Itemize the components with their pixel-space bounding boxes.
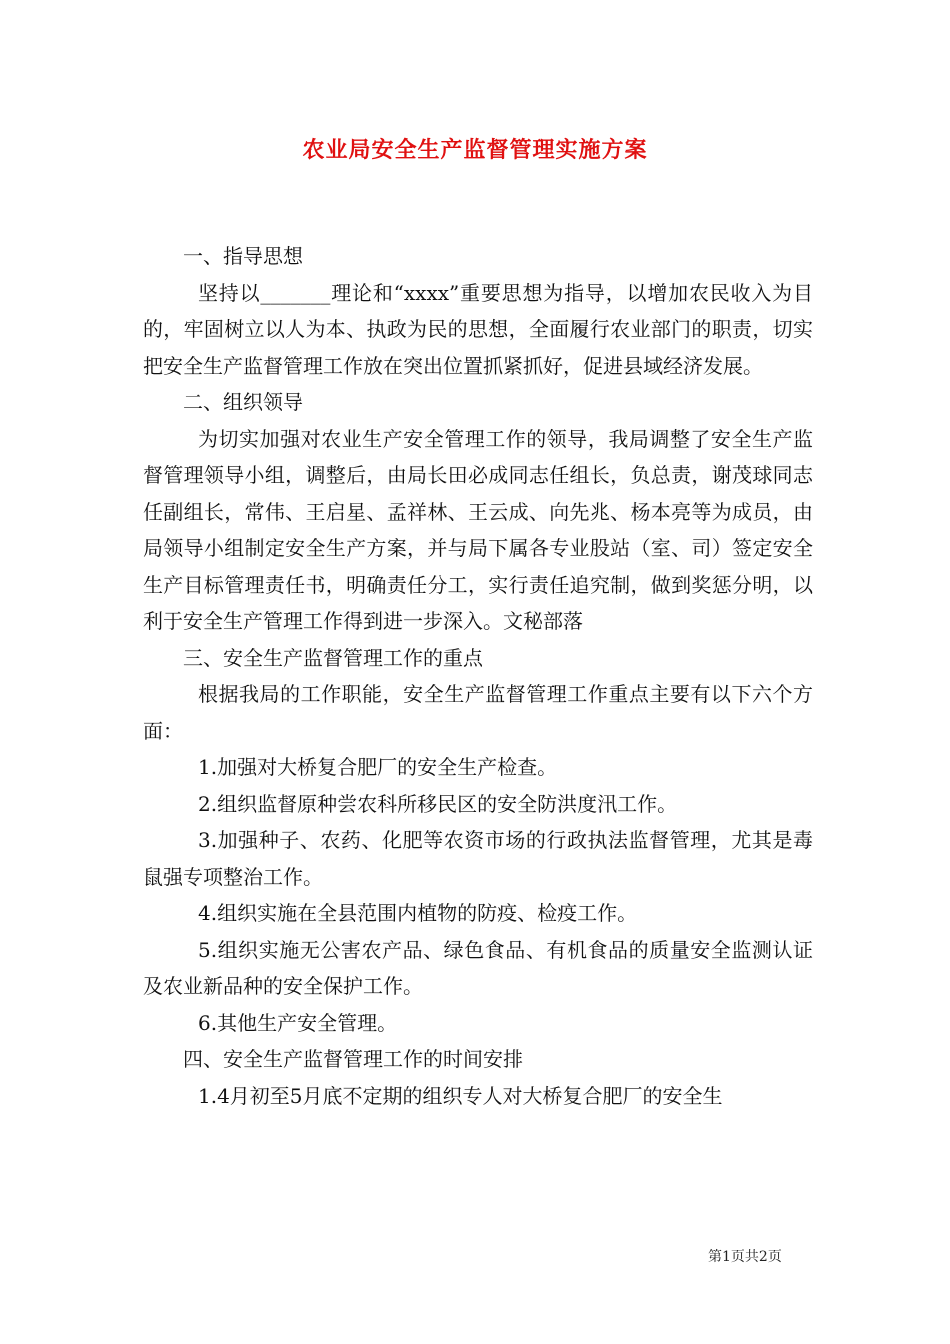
paragraph: 根据我局的工作职能，安全生产监督管理工作重点主要有以下六个方面： bbox=[143, 682, 813, 743]
section-heading: 四、安全生产监督管理工作的时间安排 bbox=[183, 1047, 523, 1071]
document-body bbox=[143, 238, 813, 1114]
list-item: 4.组织实施在全县范围内植物的防疫、检疫工作。 bbox=[198, 901, 638, 925]
section-heading: 一、指导思想 bbox=[183, 244, 303, 268]
section-heading: 二、组织领导 bbox=[183, 390, 303, 414]
list-item: 3.加强种子、农药、化肥等农资市场的行政执法监督管理，尤其是毒鼠强专项整治工作。 bbox=[143, 828, 813, 889]
list-item: 1.4月初至5月底不定期的组织专人对大桥复合肥厂的安全生 bbox=[198, 1083, 723, 1108]
list-item: 6.其他生产安全管理。 bbox=[198, 1010, 398, 1035]
list-item: 2.组织监督原种尝农科所移民区的安全防洪度汛工作。 bbox=[198, 791, 678, 816]
list-item: 5.组织实施无公害农产品、绿色食品、有机食品的质量安全监测认证及农业新品种的安全保护工作。 bbox=[143, 937, 813, 998]
section-heading: 三、安全生产监督管理工作的重点 bbox=[183, 645, 483, 670]
paragraph: 为切实加强对农业生产安全管理工作的领导，我局调整了安全生产监督管理领导小组，调整后，由局长田必成同志任组长，负总责，谢茂球同志任副组长，常伟、王启星、孟祥林、王云成、向先兆、杨本亮等为成员，由局领导小组制定安全生产方案，并与局下属各专业股站（室、司）签定安全生产目标管理责任书，明确责任分工，实行责任追究制，做到奖惩分明，以利于安全生产管理工作得到进一步深入。文秘部落 bbox=[143, 426, 813, 633]
list-item: 1.加强对大桥复合肥厂的安全生产检查。 bbox=[198, 755, 558, 779]
page-number: 第1页共2页 bbox=[708, 1249, 782, 1265]
document-title: 农业局安全生产监督管理实施方案 bbox=[302, 137, 648, 163]
paragraph: 坚持以_______理论和“xxxx”重要思想为指导，以增加农民收入为目的，牢固树立以人为本、执政为民的思想，全面履行农业部门的职责，切实把安全生产监督管理工作放在突出位置抓紧抓好，促进县域经济发展。 bbox=[143, 280, 813, 378]
